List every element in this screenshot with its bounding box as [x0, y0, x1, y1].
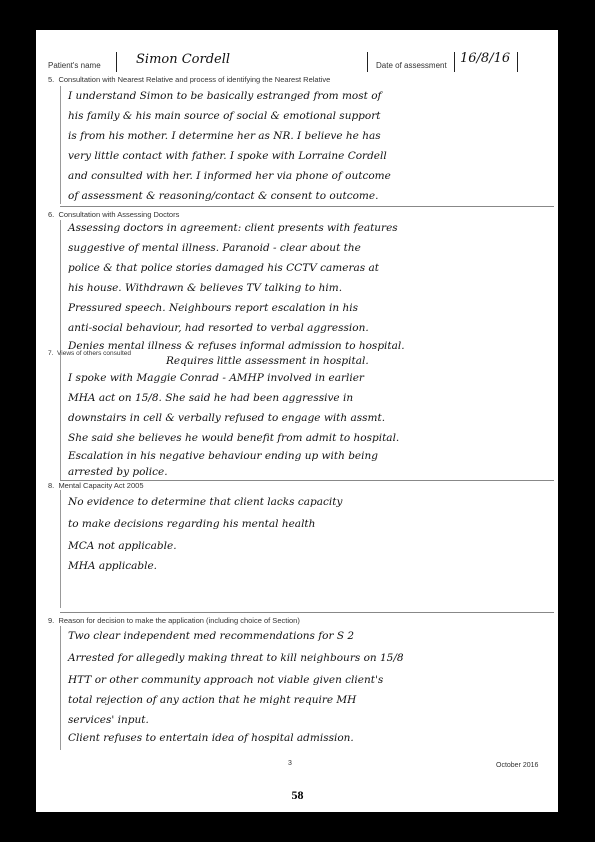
section-9-heading: 9. Reason for decision to make the application (including choice of Section): [48, 616, 300, 625]
section-6-line: Pressured speech. Neighbours report escalation in his: [68, 302, 358, 314]
form-version: October 2016: [496, 762, 539, 769]
section-6-line: suggestive of mental illness. Paranoid - clear about the: [68, 242, 361, 254]
section-divider: [60, 612, 554, 613]
section-5-border: [60, 86, 61, 204]
section-5-line: of assessment & reasoning/contact & consent to outcome.: [68, 190, 379, 202]
section-6-line: Requires little assessment in hospital.: [166, 355, 369, 367]
section-6-line: Denies mental illness & refuses informal admission to hospital.: [68, 340, 405, 352]
section-7-border: [60, 362, 61, 480]
section-7-line: downstairs in cell & verbally refused to engage with assmt.: [68, 412, 386, 424]
patient-name-label: Patient's name: [48, 61, 101, 70]
patient-name-value: Simon Cordell: [136, 52, 231, 67]
section-5-line: very little contact with father. I spoke with Lorraine Cordell: [68, 150, 387, 162]
section-9-line: Client refuses to entertain idea of hospital admission.: [68, 732, 354, 744]
section-5-line: I understand Simon to be basically estranged from most of: [68, 90, 382, 102]
section-7-line: I spoke with Maggie Conrad - AMHP involved in earlier: [68, 372, 364, 384]
section-8-border: [60, 490, 61, 608]
section-9-border: [60, 626, 61, 750]
section-6-border: [60, 220, 61, 370]
section-8-line: MCA not applicable.: [68, 540, 177, 552]
section-8-heading: 8. Mental Capacity Act 2005: [48, 481, 144, 490]
section-7-line: Escalation in his negative behaviour ending up with being: [68, 450, 378, 462]
section-9-line: HTT or other community approach not viable given client's: [68, 674, 384, 686]
section-9-line: Two clear independent med recommendations for S 2: [68, 630, 355, 642]
section-7-line: arrested by police.: [68, 466, 168, 478]
document-page-number: 58: [291, 788, 304, 802]
section-9-line: Arrested for allegedly making threat to kill neighbours on 15/8: [68, 652, 404, 664]
form-page-number: 3: [288, 760, 292, 767]
section-5-heading: 5. Consultation with Nearest Relative and process of identifying the Nearest Relative: [48, 75, 331, 84]
section-6-line: police & that police stories damaged his CCTV cameras at: [68, 262, 379, 274]
section-5-line: his family & his main source of social & emotional support: [68, 110, 381, 122]
section-6-line: Assessing doctors in agreement: client presents with features: [68, 222, 398, 234]
date-of-assessment-label: Date of assessment: [376, 61, 447, 70]
section-5-line: and consulted with her. I informed her via phone of outcome: [68, 170, 391, 182]
section-6-line: his house. Withdrawn & believes TV talking to him.: [68, 282, 343, 294]
section-8-line: to make decisions regarding his mental health: [68, 518, 316, 530]
form-page: [36, 30, 558, 812]
section-7-line: She said she believes he would benefit from admit to hospital.: [68, 432, 400, 444]
section-8-line: MHA applicable.: [68, 560, 158, 572]
section-9-line: services' input.: [68, 714, 149, 726]
section-5-line: is from his mother. I determine her as NR. I believe he has: [68, 130, 381, 142]
section-9-line: total rejection of any action that he might require MH: [68, 694, 357, 706]
section-6-line: anti-social behaviour, had resorted to verbal aggression.: [68, 322, 369, 334]
date-of-assessment-value: 16/8/16: [460, 51, 511, 66]
section-divider: [60, 206, 554, 207]
section-6-heading: 6. Consultation with Assessing Doctors: [48, 210, 180, 219]
section-7-line: MHA act on 15/8. She said he had been aggressive in: [68, 392, 354, 404]
section-7-heading: 7. Views of others consulted: [48, 350, 131, 357]
section-8-line: No evidence to determine that client lacks capacity: [68, 496, 343, 508]
